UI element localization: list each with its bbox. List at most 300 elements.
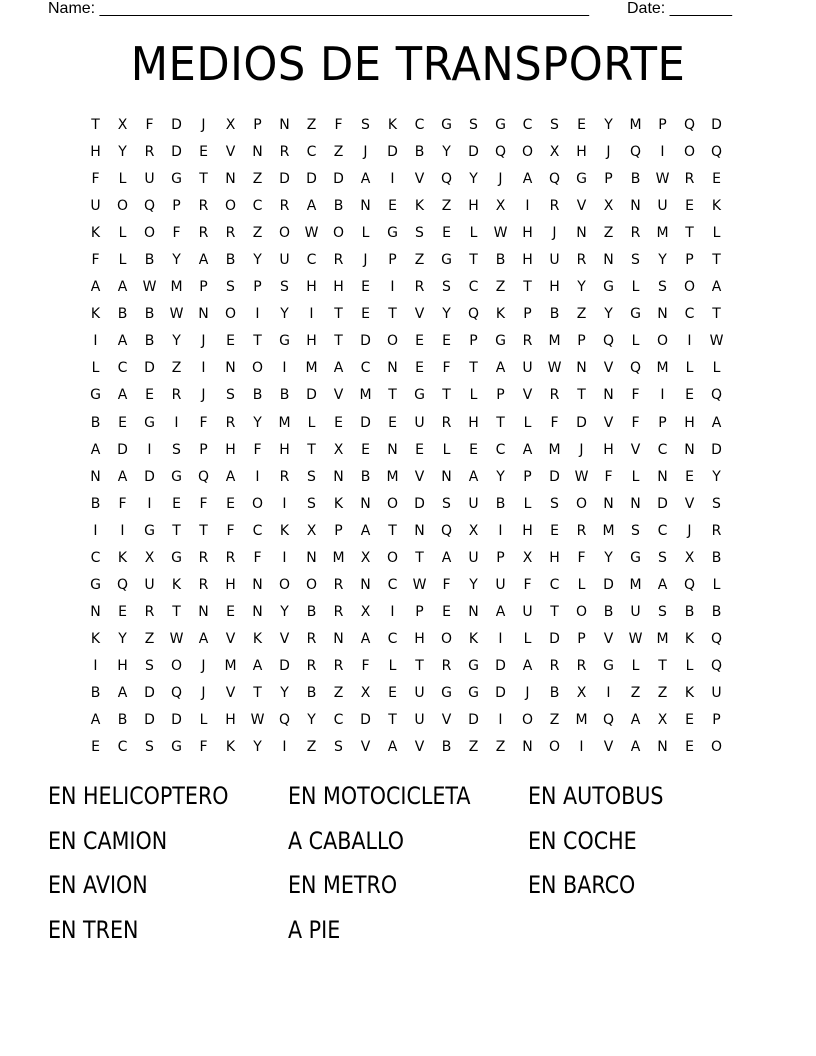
grid-letter: P xyxy=(334,522,343,539)
grid-letter: P xyxy=(253,279,262,296)
grid-letter: Q xyxy=(710,630,723,647)
grid-letter: S xyxy=(631,522,640,539)
grid-letter: I xyxy=(93,333,98,350)
grid-letter: H xyxy=(414,630,425,647)
grid-letter: I xyxy=(498,630,503,647)
grid-letter: H xyxy=(603,441,614,458)
grid-letter: Y xyxy=(604,306,613,323)
grid-letter: L xyxy=(685,657,694,674)
grid-letter: P xyxy=(712,712,721,729)
grid-letter: N xyxy=(657,468,668,485)
grid-letter: N xyxy=(90,603,101,620)
grid-letter: Q xyxy=(116,576,129,593)
grid-letter: H xyxy=(549,549,560,566)
grid-letter: I xyxy=(525,198,530,215)
grid-letter: K xyxy=(279,522,290,539)
grid-letter: H xyxy=(225,576,236,593)
grid-letter: J xyxy=(201,333,206,350)
grid-letter: Q xyxy=(710,657,723,674)
grid-letter: F xyxy=(631,387,640,404)
grid-letter: C xyxy=(468,279,479,296)
grid-letter: N xyxy=(360,576,371,593)
grid-letter: Z xyxy=(495,739,506,756)
grid-letter: A xyxy=(198,252,209,269)
grid-letter: F xyxy=(253,549,262,566)
word-list-item: A PIE xyxy=(288,915,341,944)
grid-letter: S xyxy=(442,279,451,296)
grid-letter: W xyxy=(574,468,589,485)
grid-letter: D xyxy=(549,468,560,485)
grid-letter: R xyxy=(198,225,209,242)
grid-letter: Y xyxy=(496,468,505,485)
grid-letter: L xyxy=(631,333,640,350)
grid-letter: R xyxy=(333,603,344,620)
grid-letter: L xyxy=(118,171,127,188)
grid-letter: S xyxy=(280,279,289,296)
grid-letter: R xyxy=(279,468,290,485)
grid-letter: P xyxy=(577,630,586,647)
grid-letter: Z xyxy=(468,739,479,756)
grid-letter: K xyxy=(387,117,398,133)
grid-letter: G xyxy=(495,333,506,350)
grid-letter: S xyxy=(631,252,640,269)
grid-letter: E xyxy=(685,712,694,729)
grid-letter: R xyxy=(333,657,344,674)
grid-letter: H xyxy=(225,712,236,729)
grid-letter: V xyxy=(441,712,452,729)
grid-letter: L xyxy=(199,712,208,729)
grid-letter: D xyxy=(144,712,155,729)
grid-letter: Z xyxy=(576,306,587,323)
grid-letter: H xyxy=(684,414,695,431)
grid-letter: X xyxy=(495,198,506,215)
grid-letter: L xyxy=(712,225,721,242)
grid-letter: R xyxy=(414,279,425,296)
grid-letter: A xyxy=(117,279,128,296)
grid-letter: C xyxy=(306,144,317,161)
grid-letter: O xyxy=(224,306,237,323)
grid-letter: U xyxy=(144,576,155,593)
grid-letter: N xyxy=(441,468,452,485)
grid-letter: R xyxy=(576,657,587,674)
grid-letter: G xyxy=(441,117,452,133)
grid-letter: T xyxy=(550,603,559,620)
grid-letter: S xyxy=(361,117,370,133)
grid-letter: T xyxy=(712,306,721,323)
word-list-item: EN AVION xyxy=(48,871,148,899)
grid-letter: H xyxy=(306,279,317,296)
grid-letter: O xyxy=(251,360,264,377)
grid-letter: D xyxy=(387,144,398,161)
grid-letter: Z xyxy=(252,225,263,242)
grid-letter: B xyxy=(333,198,344,215)
grid-letter: D xyxy=(549,630,560,647)
grid-letter: R xyxy=(225,414,236,431)
word-list xyxy=(48,776,768,954)
grid-letter: R xyxy=(522,333,533,350)
grid-letter: Y xyxy=(172,333,181,350)
grid-letter: P xyxy=(685,252,694,269)
grid-letter: R xyxy=(549,657,560,674)
grid-letter: Z xyxy=(603,225,614,242)
date-field: Date: _______ xyxy=(627,0,732,17)
grid-letter: V xyxy=(603,414,614,431)
grid-letter: M xyxy=(656,360,669,377)
grid-letter: D xyxy=(495,657,506,674)
grid-letter: O xyxy=(521,712,534,729)
grid-letter: O xyxy=(332,225,345,242)
grid-letter: M xyxy=(629,576,642,593)
grid-letter: K xyxy=(495,306,506,323)
grid-letter: E xyxy=(118,603,127,620)
grid-letter: M xyxy=(332,549,345,566)
grid-letter: A xyxy=(360,522,371,539)
grid-letter: Q xyxy=(494,144,507,161)
grid-letter: M xyxy=(305,360,318,377)
grid-letter: U xyxy=(414,414,425,431)
grid-letter: K xyxy=(90,630,101,647)
grid-letter: G xyxy=(279,333,290,350)
grid-letter: D xyxy=(576,414,587,431)
grid-letter: D xyxy=(171,117,182,133)
grid-letter: A xyxy=(387,739,398,756)
grid-letter: P xyxy=(523,306,532,323)
grid-letter: M xyxy=(359,387,372,404)
grid-letter: M xyxy=(170,279,183,296)
grid-letter: I xyxy=(255,306,260,323)
grid-letter: S xyxy=(442,495,451,512)
grid-letter: I xyxy=(687,333,692,350)
grid-letter: N xyxy=(306,549,317,566)
grid-letter: K xyxy=(684,684,695,701)
grid-letter: S xyxy=(226,387,235,404)
grid-letter: J xyxy=(579,441,584,458)
grid-letter: E xyxy=(712,171,721,188)
grid-letter: W xyxy=(709,333,724,350)
grid-letter: P xyxy=(469,333,478,350)
grid-letter: D xyxy=(711,441,722,458)
grid-letter: H xyxy=(90,144,101,161)
grid-letter: D xyxy=(171,712,182,729)
grid-letter: Q xyxy=(683,576,696,593)
grid-letter: P xyxy=(415,603,424,620)
grid-letter: N xyxy=(657,739,668,756)
grid-letter: V xyxy=(360,739,371,756)
grid-letter: T xyxy=(334,333,343,350)
grid-letter: T xyxy=(199,522,208,539)
grid-letter: H xyxy=(225,441,236,458)
grid-letter: R xyxy=(441,414,452,431)
grid-letter: V xyxy=(576,198,587,215)
grid-letter: V xyxy=(225,630,236,647)
grid-letter: F xyxy=(145,117,154,133)
grid-letter: P xyxy=(658,414,667,431)
grid-letter: G xyxy=(630,549,641,566)
grid-letter: E xyxy=(442,603,451,620)
grid-letter: Y xyxy=(280,306,289,323)
grid-letter: T xyxy=(388,306,397,323)
grid-letter: V xyxy=(279,630,290,647)
grid-letter: N xyxy=(468,603,479,620)
grid-letter: C xyxy=(549,576,560,593)
grid-letter: P xyxy=(604,171,613,188)
grid-letter: P xyxy=(199,441,208,458)
grid-letter: D xyxy=(603,576,614,593)
grid-letter: S xyxy=(658,549,667,566)
grid-letter: N xyxy=(198,306,209,323)
grid-letter: B xyxy=(495,252,506,269)
grid-letter: W xyxy=(412,576,427,593)
grid-letter: S xyxy=(550,117,559,133)
grid-letter: I xyxy=(390,279,395,296)
grid-letter: T xyxy=(685,225,694,242)
grid-letter: M xyxy=(575,712,588,729)
grid-letter: I xyxy=(93,657,98,674)
grid-letter: R xyxy=(171,387,182,404)
grid-letter: T xyxy=(442,387,451,404)
grid-letter: A xyxy=(495,603,506,620)
grid-letter: V xyxy=(225,684,236,701)
grid-letter: T xyxy=(253,333,262,350)
grid-letter: Y xyxy=(442,144,451,161)
grid-letter: Q xyxy=(170,684,183,701)
grid-letter: T xyxy=(91,117,100,133)
grid-letter: C xyxy=(252,198,263,215)
grid-letter: E xyxy=(415,360,424,377)
grid-letter: Z xyxy=(441,198,452,215)
grid-letter: A xyxy=(117,684,128,701)
grid-letter: R xyxy=(144,603,155,620)
grid-letter: O xyxy=(440,630,453,647)
grid-letter: E xyxy=(361,441,370,458)
grid-letter: K xyxy=(711,198,722,215)
grid-letter: H xyxy=(468,414,479,431)
grid-letter: X xyxy=(117,117,128,133)
grid-letter: H xyxy=(522,225,533,242)
grid-letter: C xyxy=(252,522,263,539)
grid-letter: O xyxy=(683,279,696,296)
grid-letter: W xyxy=(493,225,508,242)
grid-letter: E xyxy=(685,739,694,756)
grid-letter: K xyxy=(252,630,263,647)
name-field: Name: _______________________________________________________ xyxy=(48,0,589,17)
grid-letter: U xyxy=(468,549,479,566)
grid-letter: D xyxy=(279,171,290,188)
grid-letter: R xyxy=(333,252,344,269)
grid-letter: R xyxy=(306,657,317,674)
grid-letter: B xyxy=(495,495,506,512)
grid-letter: V xyxy=(603,739,614,756)
grid-letter: E xyxy=(226,333,235,350)
grid-letter: Q xyxy=(710,144,723,161)
grid-letter: U xyxy=(414,712,425,729)
grid-letter: I xyxy=(390,603,395,620)
grid-letter: E xyxy=(388,198,397,215)
grid-letter: T xyxy=(388,387,397,404)
grid-letter: T xyxy=(172,522,181,539)
grid-letter: S xyxy=(307,468,316,485)
grid-letter: O xyxy=(656,333,669,350)
grid-letter: H xyxy=(117,657,128,674)
grid-letter: X xyxy=(360,549,371,566)
grid-letter: U xyxy=(522,360,533,377)
grid-letter: H xyxy=(306,333,317,350)
grid-letter: M xyxy=(656,630,669,647)
grid-letter: E xyxy=(685,387,694,404)
grid-letter: B xyxy=(684,603,695,620)
grid-letter: V xyxy=(414,468,425,485)
grid-letter: T xyxy=(415,549,424,566)
grid-letter: V xyxy=(684,495,695,512)
grid-letter: A xyxy=(117,468,128,485)
grid-letter: W xyxy=(547,360,562,377)
grid-letter: N xyxy=(630,198,641,215)
grid-letter: X xyxy=(468,522,479,539)
grid-letter: E xyxy=(685,198,694,215)
grid-letter: L xyxy=(631,657,640,674)
grid-letter: U xyxy=(630,603,641,620)
grid-letter: S xyxy=(658,603,667,620)
grid-letter: L xyxy=(361,225,370,242)
grid-letter: B xyxy=(549,684,560,701)
grid-letter: D xyxy=(360,333,371,350)
grid-letter: G xyxy=(576,171,587,188)
grid-letter: T xyxy=(388,522,397,539)
grid-letter: Q xyxy=(197,468,210,485)
grid-letter: C xyxy=(360,360,371,377)
grid-letter: C xyxy=(387,576,398,593)
grid-letter: L xyxy=(577,576,586,593)
grid-letter: K xyxy=(468,630,479,647)
grid-letter: K xyxy=(414,198,425,215)
grid-letter: U xyxy=(522,603,533,620)
grid-letter: C xyxy=(117,360,128,377)
grid-letter: N xyxy=(387,441,398,458)
grid-letter: E xyxy=(442,333,451,350)
grid-letter: F xyxy=(442,360,451,377)
grid-letter: F xyxy=(361,657,370,674)
grid-letter: F xyxy=(334,117,343,133)
grid-letter: S xyxy=(145,739,154,756)
grid-letter: K xyxy=(684,630,695,647)
grid-letter: X xyxy=(144,549,155,566)
grid-letter: Z xyxy=(495,279,506,296)
grid-letter: Q xyxy=(602,712,615,729)
grid-letter: E xyxy=(172,495,181,512)
grid-letter: O xyxy=(170,657,183,674)
grid-letter: O xyxy=(116,198,129,215)
grid-letter: D xyxy=(468,144,479,161)
grid-letter: L xyxy=(523,495,532,512)
grid-letter: R xyxy=(225,225,236,242)
grid-letter: G xyxy=(495,117,506,133)
grid-letter: B xyxy=(90,414,101,431)
grid-letter: Z xyxy=(414,252,425,269)
grid-letter: C xyxy=(522,117,533,133)
grid-letter: O xyxy=(143,225,156,242)
grid-letter: P xyxy=(172,198,181,215)
grid-letter: A xyxy=(90,279,101,296)
grid-letter: V xyxy=(414,739,425,756)
grid-letter: K xyxy=(225,739,236,756)
grid-letter: O xyxy=(710,739,723,756)
grid-letter: A xyxy=(711,279,722,296)
grid-letter: I xyxy=(282,549,287,566)
grid-letter: A xyxy=(117,333,128,350)
grid-letter: R xyxy=(198,549,209,566)
grid-letter: A xyxy=(522,657,533,674)
grid-letter: G xyxy=(90,576,101,593)
grid-letter: I xyxy=(579,739,584,756)
grid-letter: S xyxy=(550,495,559,512)
grid-letter: E xyxy=(388,414,397,431)
grid-letter: U xyxy=(144,171,155,188)
grid-letter: J xyxy=(525,684,530,701)
grid-letter: I xyxy=(498,712,503,729)
grid-letter: P xyxy=(388,252,397,269)
grid-letter: G xyxy=(90,387,101,404)
page-title: MEDIOS DE TRANSPORTE xyxy=(130,37,686,91)
grid-letter: E xyxy=(361,306,370,323)
grid-letter: K xyxy=(117,549,128,566)
grid-letter: O xyxy=(683,144,696,161)
grid-letter: Y xyxy=(172,252,181,269)
grid-letter: Z xyxy=(171,360,182,377)
grid-letter: B xyxy=(279,387,290,404)
grid-letter: D xyxy=(144,468,155,485)
grid-letter: I xyxy=(309,306,314,323)
grid-letter: U xyxy=(711,684,722,701)
grid-letter: L xyxy=(523,414,532,431)
grid-letter: Y xyxy=(118,630,127,647)
grid-letter: M xyxy=(278,414,291,431)
grid-letter: Z xyxy=(144,630,155,647)
grid-letter: I xyxy=(282,495,287,512)
grid-letter: I xyxy=(660,144,665,161)
grid-letter: U xyxy=(657,198,668,215)
grid-letter: B xyxy=(252,387,263,404)
grid-letter: J xyxy=(363,144,368,161)
grid-letter: T xyxy=(199,171,208,188)
grid-letter: V xyxy=(333,387,344,404)
grid-letter: B xyxy=(144,306,155,323)
grid-letter: O xyxy=(251,495,264,512)
grid-letter: K xyxy=(90,225,101,242)
grid-letter: I xyxy=(498,522,503,539)
grid-letter: Z xyxy=(306,739,317,756)
word-list-item: EN COCHE xyxy=(528,826,637,855)
grid-letter: D xyxy=(495,684,506,701)
grid-letter: U xyxy=(90,198,101,215)
grid-letter: Y xyxy=(658,252,667,269)
grid-letter: N xyxy=(522,739,533,756)
grid-letter: G xyxy=(387,225,398,242)
grid-letter: W xyxy=(304,225,319,242)
grid-letter: Q xyxy=(629,144,642,161)
grid-letter: Z xyxy=(549,712,560,729)
grid-letter: B xyxy=(360,468,371,485)
grid-letter: I xyxy=(255,468,260,485)
grid-letter: P xyxy=(496,549,505,566)
grid-letter: D xyxy=(657,495,668,512)
grid-letter: Y xyxy=(604,117,613,133)
grid-letter: N xyxy=(576,360,587,377)
grid-letter: M xyxy=(224,657,237,674)
grid-letter: E xyxy=(91,739,100,756)
grid-letter: F xyxy=(91,252,100,269)
grid-letter: T xyxy=(577,387,586,404)
grid-letter: Q xyxy=(683,117,696,133)
